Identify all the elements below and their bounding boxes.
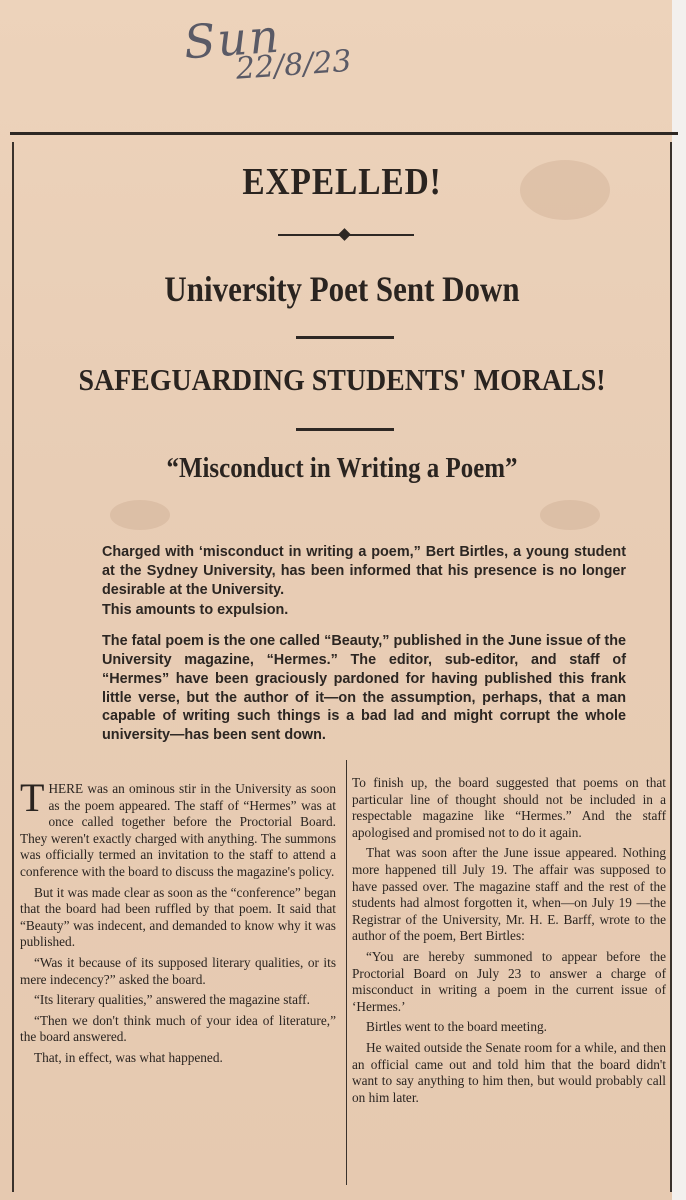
- body-paragraph: “You are hereby summoned to appear before the Proctorial Board on July 23 to answer a charge of misconduct in writing a poem in the current issue of ‘Hermes.’: [352, 948, 666, 1014]
- stain-mark: [540, 500, 600, 530]
- body-paragraph: That, in effect, was what happened.: [34, 1049, 223, 1065]
- body-paragraph: To finish up, the board suggested that poems on that particular line of thought should not be included in a respectable magazine like “Hermes.” And the staff apologised and promised not to do it again.: [352, 775, 666, 840]
- headline-misconduct: “Misconduct in Writing a Poem”: [166, 452, 518, 484]
- article-column-left: [20, 775, 336, 1071]
- left-border: [12, 142, 14, 1192]
- intro-paragraph: This amounts to expulsion.: [102, 602, 289, 619]
- headline-expelled: EXPELLED!: [242, 161, 442, 203]
- right-border: [670, 142, 672, 1192]
- intro-paragraph: Charged with ‘misconduct in writing a poem,” Bert Birtles, a young student at the Sydney University, has been informed that his presence is no longer desirable at the University.: [102, 544, 626, 598]
- article-column-right: [352, 775, 666, 1110]
- top-rule: [10, 132, 678, 135]
- handwritten-annotation: [172, 0, 408, 106]
- torn-edge: [672, 0, 686, 1200]
- divider-rule: [296, 428, 394, 431]
- column-divider: [346, 760, 347, 1185]
- annotation-date: 22/8/23: [234, 43, 353, 87]
- intro-paragraph: The fatal poem is the one called “Beauty,” published in the June issue of the University magazine, “Hermes.” The editor, sub-editor, and staff of “Hermes” have been graciously pardoned for having published this frank little verse, but the author of it—on the assumption, perhaps, that a man capable of writing such things is a bad lad and might corrupt the whole university—has been sent down.: [102, 633, 626, 744]
- intro-paragraphs: [102, 543, 626, 757]
- body-paragraph: “Was it because of its supposed literary qualities, or its mere indecency?” asked the board.: [20, 954, 336, 987]
- body-paragraph: But it was made clear as soon as the “conference” began that the board had been ruffled by that poem. It said that “Beauty” was indecent, and demanded to know why it was published.: [20, 884, 336, 950]
- stain-mark: [110, 500, 170, 530]
- headline-morals: SAFEGUARDING STUDENTS' MORALS!: [78, 362, 606, 397]
- divider-rule: [296, 336, 394, 339]
- body-paragraph: “Then we don't think much of your idea of literature,” the board answered.: [20, 1012, 336, 1045]
- body-paragraph: THERE was an ominous stir in the University as soon as the poem appeared. The staff of “Hermes” was at once called together before the Proctorial Board. They weren't exactly charged with anything. The summons was officially termed an invitation to the staff to attend a conference with the board to discuss the magazine's policy.: [20, 775, 336, 879]
- body-paragraph: Birtles went to the board meeting.: [366, 1019, 547, 1035]
- headline-poet-sent-down: University Poet Sent Down: [164, 269, 520, 309]
- annotation-source: Sun: [182, 8, 283, 70]
- body-paragraph: “Its literary qualities,” answered the magazine staff.: [34, 992, 310, 1008]
- body-paragraph: That was soon after the June issue appeared. Nothing more happened till July 19. The affair was supposed to have passed over. The magazine staff and the rest of the students had almost forgotten it, when—on July 19 —the Registrar of the University, Mr. H. E. Barff, wrote to the author of the poem, Bert Birtles:: [352, 845, 666, 944]
- body-paragraph: He waited outside the Senate room for a while, and then an official came out and told him that the board didn't want to say anything to him then, but would probably call on him later.: [352, 1039, 666, 1105]
- drop-cap: T: [20, 775, 45, 820]
